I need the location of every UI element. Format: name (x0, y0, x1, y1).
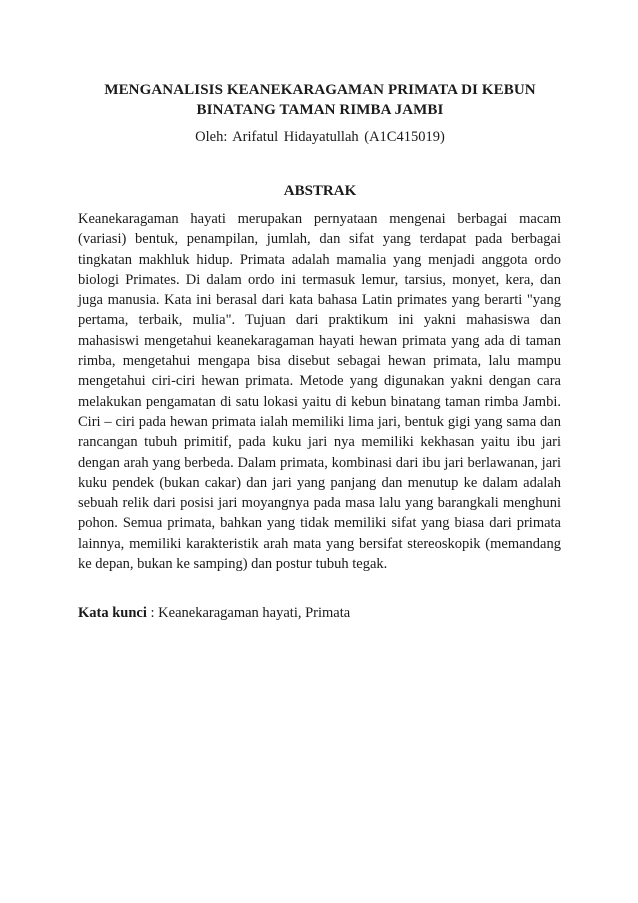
paper-title: MENGANALISIS KEANEKARAGAMAN PRIMATA DI KEBUN BINATANG TAMAN RIMBA JAMBI (104, 82, 536, 118)
author-line: Oleh: Arifatul Hidayatullah (A1C415019) (195, 129, 445, 145)
keywords-line (78, 603, 561, 623)
keywords-text: : Keanekaragaman hayati, Primata (146, 605, 351, 621)
abstract-body: Keanekaragaman hayati merupakan pernyataan mengenai berbagai macam (variasi) bentuk, penampilan, jumlah, dan sifat yang terdapat pada berbagai tingkatan makhluk hidup. Primata adalah mamalia yang menjadi anggota ordo biologi Primates. Di dalam ordo ini termasuk lemur, tarsius, monyet, kera, dan juga manusia. Kata ini berasal dari kata bahasa Latin primates yang berarti "yang pertama, terbaik, mulia". Tujuan dari praktikum ini yakni mahasiswa dan mahasiswi mengetahui keanekaragaman hayati hewan primata yang ada di taman rimba, mengetahui mengapa bisa disebut sebagai hewan primata, lalu mampu mengetahui ciri-ciri hewan primata. Metode yang digunakan yakni dengan cara melakukan pengamatan di satu lokasi yaitu di kebun binatang taman rimba Jambi. Ciri – ciri pada hewan primata ialah memiliki lima jari, bentuk gigi yang sama dan rancangan tubuh primitif, pada kuku jari nya memiliki kekhasan yaitu ibu jari dengan arah yang berbeda. Dalam primata, kombinasi dari ibu jari berlawanan, jari kuku pendek (bukan cakar) dan jari yang panjang dan menutup ke dalam adalah sebuah relik dari posisi jari moyangnya pada masa lalu yang barangkali menghuni pohon. Semua primata, bahkan yang tidak memiliki sifat yang biasa dari primata lainnya, memiliki karakteristik arah mata yang bersifat stereoskopik (memandang ke depan, bukan ke samping) dan postur tubuh tegak. (78, 211, 561, 573)
abstract-heading: ABSTRAK (283, 183, 357, 199)
keywords-label: Kata kunci (78, 605, 147, 621)
